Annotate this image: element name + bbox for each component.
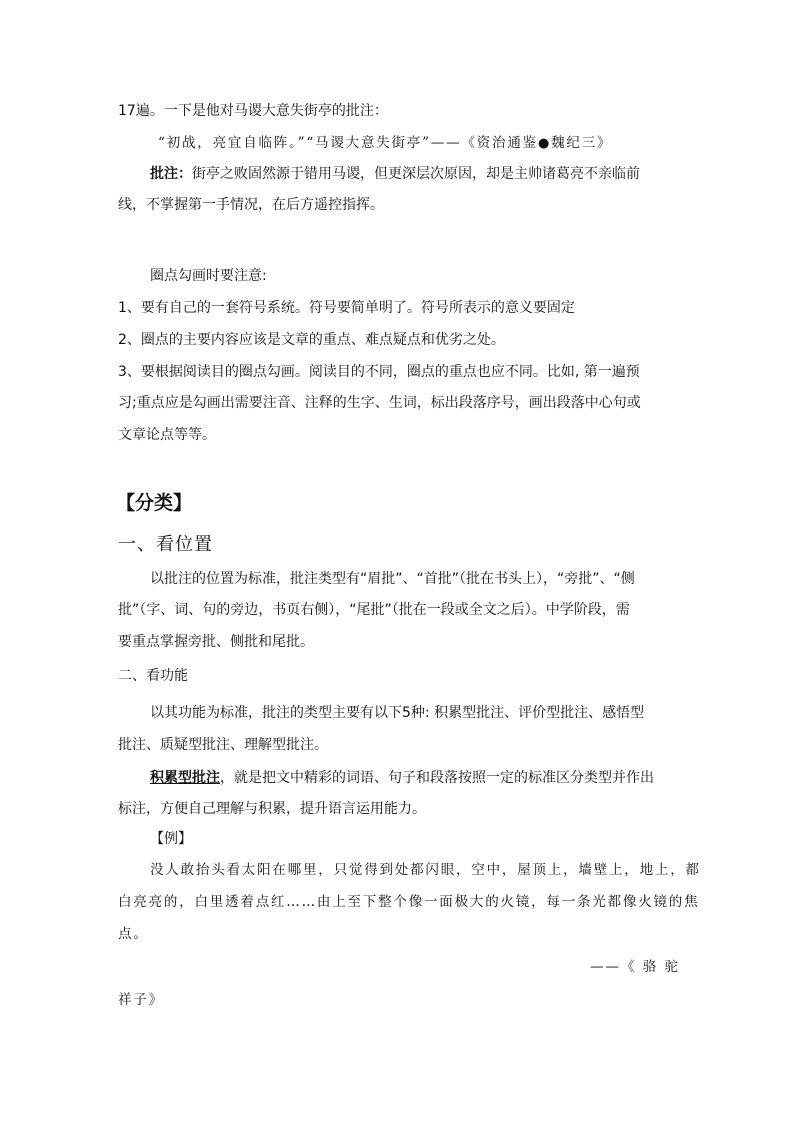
attention-title: 圈点勾画时要注意: [150, 268, 267, 284]
quote-tail: 魏纪三》 [551, 135, 613, 151]
position-paragraph-cont: 批”（字、词、句的旁边，书页右侧），“尾批”（批在一段或全文之后）。中学阶段，需 [118, 602, 630, 618]
attention-item-3-cont: 习;重点应是勾画出需要注音、注释的生字、生词，标出段落序号，画出段落中心句或 [118, 395, 641, 411]
history-quote [158, 133, 612, 154]
accumulation-term: 积累型批注 [150, 770, 220, 786]
section-function-title: 二、看功能 [118, 668, 188, 684]
example-source-cont: 祥子》 [118, 992, 164, 1008]
annotation-text: 街亭之败固然源于错用马谡，但更深层次原因，却是主帅诸葛亮不亲临前 [192, 166, 640, 182]
accumulation-paragraph [150, 768, 654, 788]
example-text: 没人敢抬头看太阳在哪里，只觉得到处都闪眼，空中，屋顶上，墙壁上，地上，都 [150, 862, 701, 878]
example-source: ——《 骆 驼 [590, 959, 681, 975]
classification-heading: 【分类】 [116, 492, 193, 514]
intro-line: 17遍。一下是他对马谡大意失街亭的批注： [118, 103, 388, 119]
position-paragraph-end: 要重点掌握旁批、侧批和尾批。 [118, 634, 314, 650]
annotation-paragraph [150, 164, 640, 184]
position-paragraph: 以批注的位置为标准，批注类型有“眉批”、“首批”（批在书头上），“旁批”、“侧 [150, 571, 635, 587]
annotation-text-cont: 线，不掌握第一手情况，在后方遥控指挥。 [118, 197, 384, 213]
function-paragraph-cont: 批注、质疑型批注、理解型批注。 [118, 737, 328, 753]
bullet-dot-icon: ● [537, 136, 552, 151]
accumulation-paragraph-cont: 标注，方便自己理解与积累，提升语言运用能力。 [118, 801, 426, 817]
attention-item-3-end: 文章论点等等。 [118, 427, 216, 443]
attention-item-1: 1、要有自己的一套符号系统。符号要简单明了。符号所表示的意义要固定 [118, 300, 575, 316]
attention-item-3: 3、要根据阅读目的圈点勾画。阅读目的不同，圈点的重点也应不同。比如, 第一遍预 [118, 364, 640, 380]
annotation-label: 批注： [150, 166, 192, 182]
example-text-cont: 白亮亮的，白里透着点红……由上至下整个像一面极大的火镜，每一条光都像火镜的焦 [118, 894, 700, 910]
function-paragraph: 以其功能为标准，批注的类型主要有以下5种: 积累型批注、评价型批注、感悟型 [150, 705, 645, 721]
example-label: 【例】 [150, 831, 192, 847]
example-text-end: 点。 [118, 926, 149, 942]
section-position-title: 一、看位置 [118, 534, 213, 555]
accumulation-definition: ，就是把文中精彩的词语、句子和段落按照一定的标准区分类型并作出 [220, 770, 654, 786]
attention-item-2: 2、圈点的主要内容应该是文章的重点、难点疑点和优劣之处。 [118, 332, 505, 348]
quote-text: “初战，亮宜自临阵。”“马谡大意失街亭”——《资治通鉴 [158, 135, 538, 151]
